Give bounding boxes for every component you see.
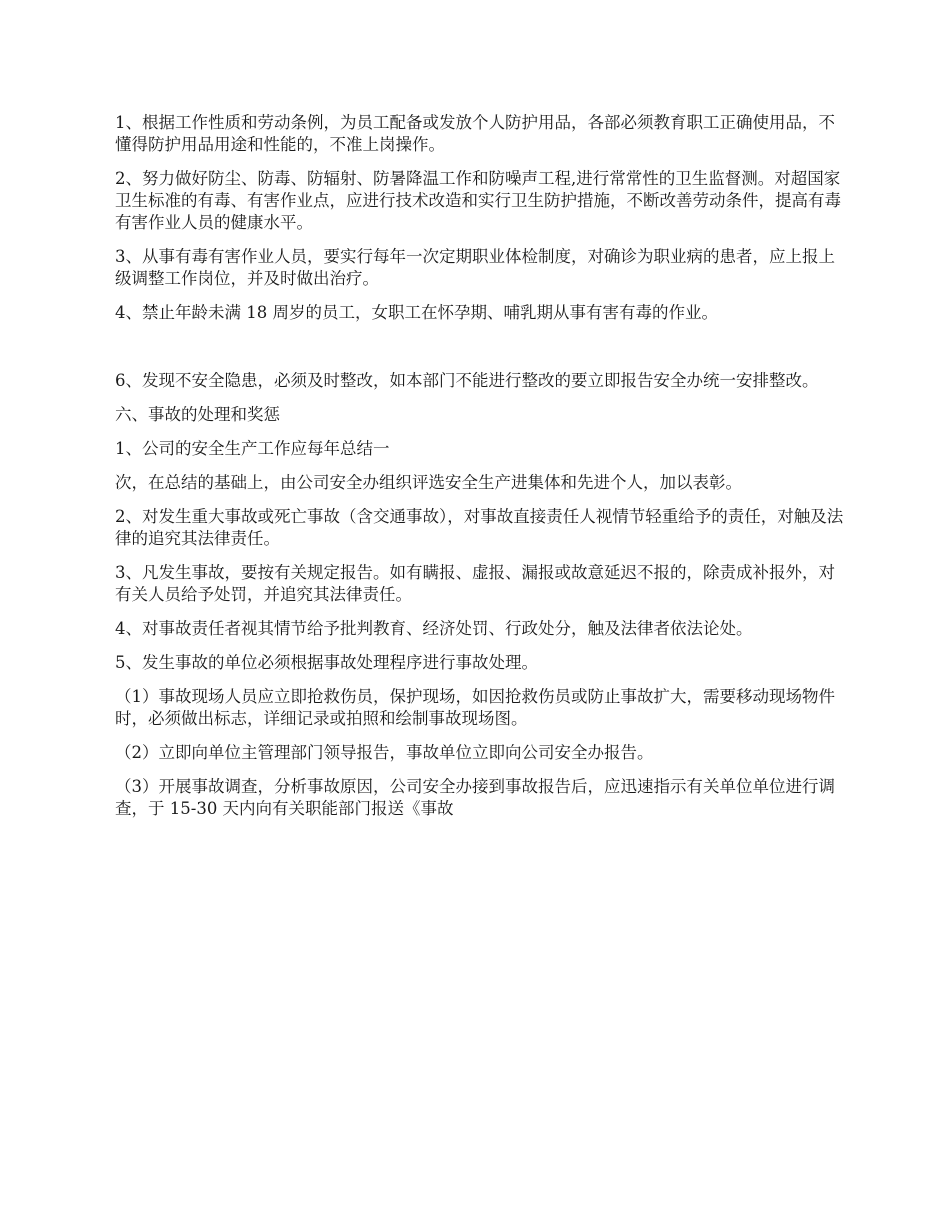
paragraph: （1）事故现场人员应立即抢救伤员，保护现场，如因抢救伤员或防止事故扩大，需要移动现场物件时，必须做出标志，详细记录或拍照和绘制事故现场图。 xyxy=(115,687,835,728)
paragraph: （3）开展事故调查，分析事故原因，公司安全办接到事故报告后，应迅速指示有关单位单位进行调查，于 15-30 天内向有关职能部门报送《事故 xyxy=(115,777,835,818)
document-body xyxy=(115,112,845,832)
paragraph: 5、发生事故的单位必须根据事故处理程序进行事故处理。 xyxy=(115,653,538,672)
paragraph: 4、禁止年龄未满 18 周岁的员工，女职工在怀孕期、哺乳期从事有害有毒的作业。 xyxy=(115,303,718,322)
paragraph: 1、根据工作性质和劳动条例，为员工配备或发放个人防护用品，各部必须教育职工正确使用品，不懂得防护用品用途和性能的，不准上岗操作。 xyxy=(115,113,835,154)
paragraph: 2、努力做好防尘、防毒、防辐射、防暑降温工作和防噪声工程,进行常常性的卫生监督测。对超国家卫生标准的有毒、有害作业点，应进行技术改造和实行卫生防护措施，不断改善劳动条件，提高有毒有害作业人员的健康水平。 xyxy=(115,169,841,232)
paragraph: 6、发现不安全隐患，必须及时整改，如本部门不能进行整改的要立即报告安全办统一安排整改。 xyxy=(115,371,819,390)
paragraph: 3、凡发生事故，要按有关规定报告。如有瞒报、虚报、漏报或故意延迟不报的，除责成补报外，对有关人员给予处罚，并追究其法律责任。 xyxy=(115,563,835,604)
paragraph: 4、对事故责任者视其情节给予批判教育、经济处罚、行政处分，触及法律者依法论处。 xyxy=(115,619,753,638)
paragraph: （2）立即向单位主管理部门领导报告，事故单位立即向公司安全办报告。 xyxy=(115,743,654,762)
section-heading: 六、事故的处理和奖惩 xyxy=(115,405,280,424)
paragraph: 3、从事有毒有害作业人员，要实行每年一次定期职业体检制度，对确诊为职业病的患者，应上报上级调整工作岗位，并及时做出治疗。 xyxy=(115,247,835,288)
paragraph: 1、公司的安全生产工作应每年总结一 xyxy=(115,439,390,458)
blank-gap xyxy=(115,336,845,370)
paragraph: 次，在总结的基础上，由公司安全办组织评选安全生产进集体和先进个人，加以表彰。 xyxy=(115,473,742,492)
paragraph: 2、对发生重大事故或死亡事故（含交通事故），对事故直接责任人视情节轻重给予的责任，对触及法律的追究其法律责任。 xyxy=(115,507,844,548)
